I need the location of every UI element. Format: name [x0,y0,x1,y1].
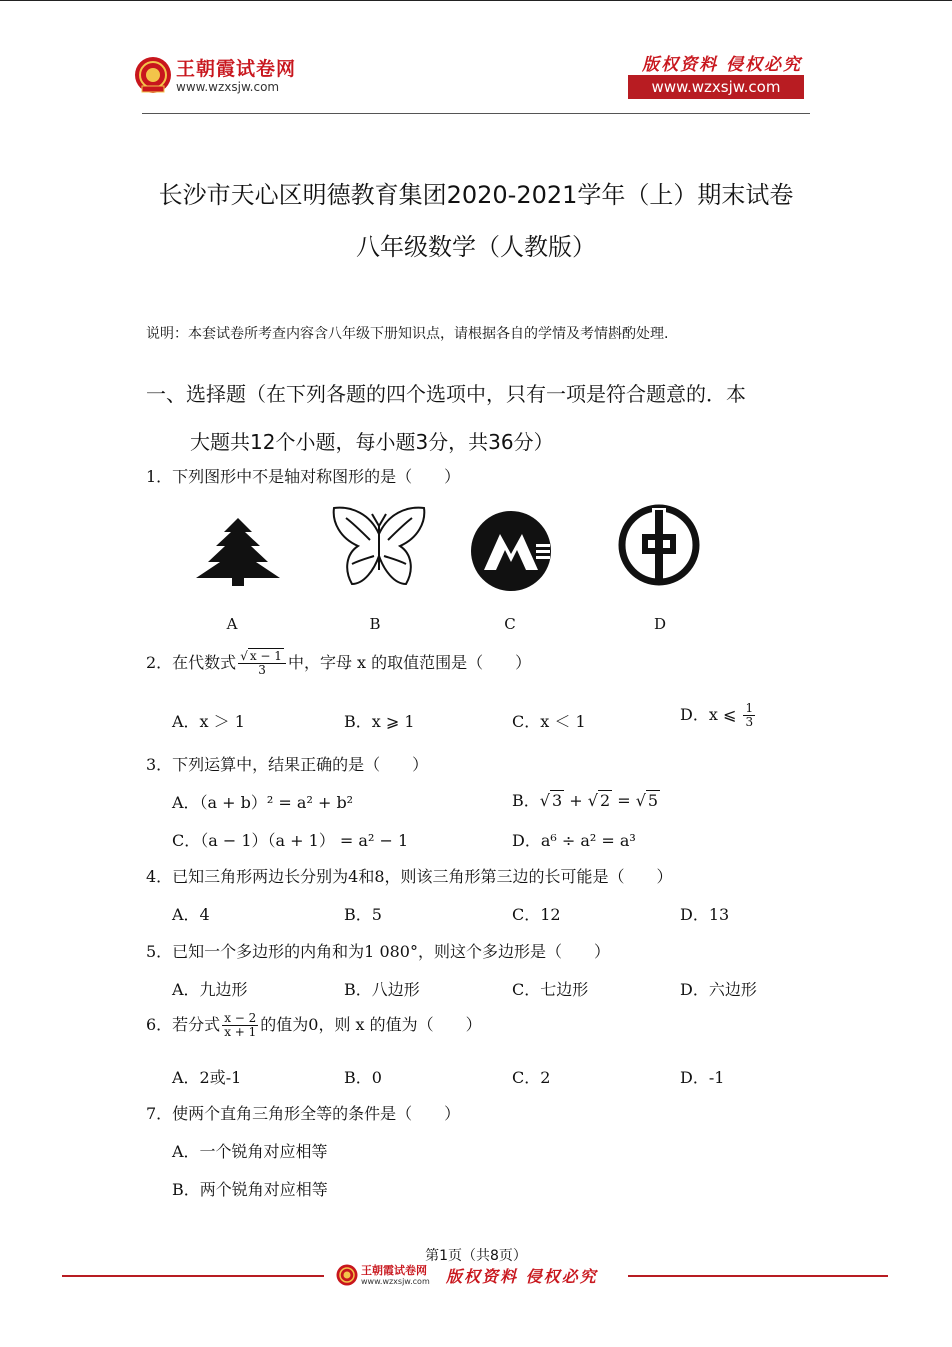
header-copyright-block [614,50,804,100]
bank-logo-icon [618,504,700,586]
question-6-option-d: D．-1 [680,1068,725,1087]
question-2-option-c: C．x ＜ 1 [512,712,586,731]
question-2-option-d-text: D．x ⩽ [680,705,737,724]
question-2-option-d-den: 3 [745,715,754,729]
footer-rule-right [628,1275,888,1277]
question-2-stem [146,650,531,677]
question-5-option-d: D．六边形 [680,980,757,999]
question-5-option-c: C．七边形 [512,980,589,999]
header-brand-url: www.wzxsjw.com [176,80,280,94]
section-heading-line2: 大题共12个小题，每小题3分，共36分） [190,430,554,454]
question-2-option-d-fraction [743,702,755,729]
seal-icon [336,1264,358,1286]
footer-brand-url: www.wzxsjw.com [361,1277,430,1286]
question-4-option-b: B．5 [344,905,382,924]
header-divider [142,113,810,114]
question-3-option-d: D．a⁶ ÷ a² = a³ [512,831,636,850]
question-6-frac-den: x + 1 [224,1025,257,1039]
question-2-option-d [680,702,757,729]
sqrt-icon: √ 2 [587,791,611,810]
seal-icon [134,56,172,94]
question-6-option-c: C．2 [512,1068,551,1087]
question-1-stem: 1．下列图形中不是轴对称图形的是（ ） [146,467,461,486]
header-brand-name: 王朝霞试卷网 [176,58,297,80]
mountain-logo-icon [470,510,552,592]
exam-subtitle: 八年级数学（人教版） [356,233,596,261]
question-5-option-a: A．九边形 [172,980,248,999]
tree-icon [196,518,280,586]
footer-brand [336,1262,626,1290]
question-6-stem-pre: 6．若分式 [146,1015,221,1034]
footer-brand-name: 王朝霞试卷网 [361,1264,427,1277]
question-7-stem: 7．使两个直角三角形全等的条件是（ ） [146,1104,461,1123]
question-3-option-b-prefix: B． [512,791,540,810]
question-3-radicand-3: 5 [647,791,659,810]
footer-rule-left [62,1275,324,1277]
question-2-frac-den: 3 [258,663,266,677]
question-3-radicand-2: 2 [599,791,611,810]
question-6-option-b: B．0 [344,1068,382,1087]
question-6-stem-post: 的值为0，则 x 的值为（ ） [260,1015,482,1034]
section-heading-line1: 一、选择题（在下列各题的四个选项中，只有一项是符合题意的．本 [146,382,746,406]
question-2-stem-pre: 2．在代数式 [146,653,237,672]
question-3-option-a: A．（a + b）² = a² + b² [172,793,354,812]
question-6-stem [146,1012,482,1039]
question-6-option-a: A．2或-1 [172,1068,242,1087]
figure-label-d: D [653,615,667,633]
question-4-option-c: C．12 [512,905,561,924]
figure-label-a: A [226,615,238,633]
figure-label-b: B [369,615,381,633]
question-6-frac-num: x − 2 [224,1011,257,1025]
question-3-radicand-1: 3 [551,791,563,810]
header-copyright: 版权资料 侵权必究 [642,55,802,75]
question-5-stem: 5．已知一个多边形的内角和为1 080°，则这个多边形是（ ） [146,942,610,961]
exam-title: 长沙市天心区明德教育集团2020-2021学年（上）期末试卷 [158,181,794,209]
butterfly-icon [330,504,428,590]
question-7-option-b: B．两个锐角对应相等 [172,1180,328,1199]
question-7-option-a: A．一个锐角对应相等 [172,1142,328,1161]
question-3-stem: 3．下列运算中，结果正确的是（ ） [146,755,429,774]
question-4-option-a: A．4 [172,905,210,924]
question-4-option-d: D．13 [680,905,730,924]
footer-copyright: 版权资料 侵权必究 [446,1267,598,1286]
question-2-fraction [238,650,286,677]
figure-label-c: C [504,615,516,633]
question-5-option-b: B．八边形 [344,980,420,999]
sqrt-icon: √ 3 [539,791,563,810]
page-top-border [0,0,952,1]
question-2-option-a: A．x ＞ 1 [172,712,245,731]
question-2-option-d-num: 1 [745,701,754,715]
sqrt-icon: √ 5 [635,791,659,810]
page-number: 第1页（共8页） [425,1248,527,1264]
question-3-option-b [512,788,660,811]
question-3-option-c: C．（a − 1）（a + 1） = a² − 1 [172,831,409,850]
question-3-plus: + [564,791,588,810]
question-2-stem-post: 中，字母 x 的取值范围是（ ） [287,653,532,672]
exam-note: 说明：本套试卷所考查内容含八年级下册知识点，请根据各自的学情及考情斟酌处理. [146,326,669,342]
question-6-fraction [222,1012,258,1039]
question-2-frac-num: x − 1 [249,649,282,663]
sqrt-icon: √ x − 1 [240,649,282,663]
section-heading [146,370,826,466]
question-3-equals: = [612,791,636,810]
header-logo [134,52,304,102]
question-2-option-b: B．x ⩾ 1 [344,712,415,731]
header-url-box: www.wzxsjw.com [628,75,804,99]
question-4-stem: 4．已知三角形两边长分别为4和8，则该三角形第三边的长可能是（ ） [146,867,673,886]
